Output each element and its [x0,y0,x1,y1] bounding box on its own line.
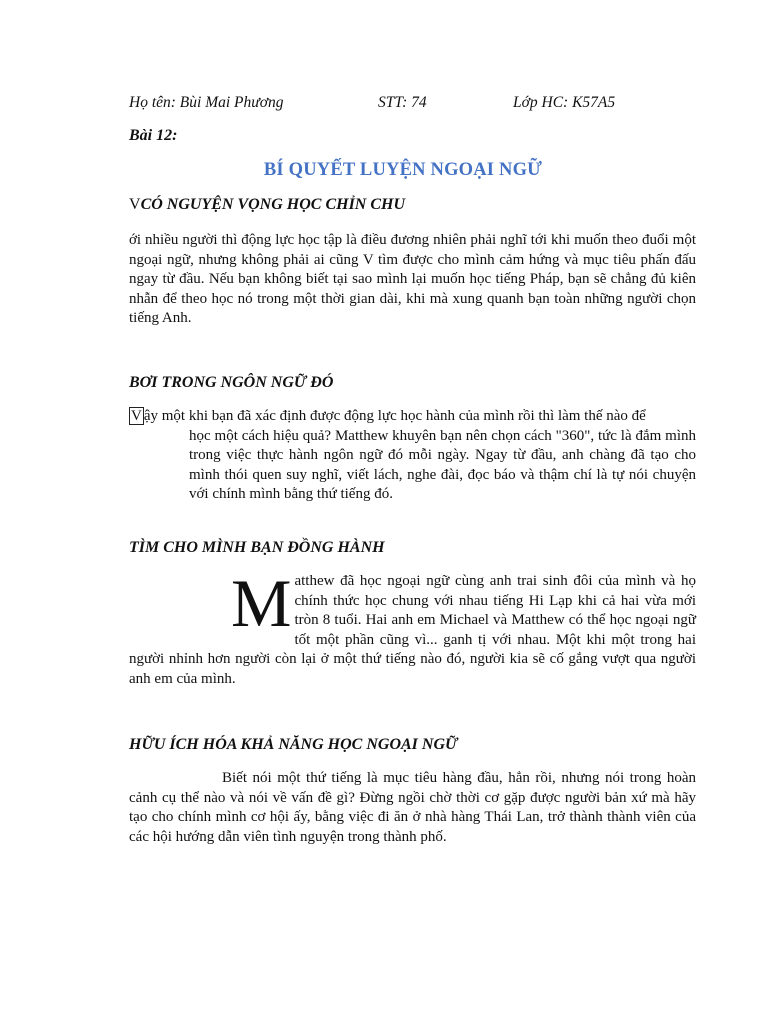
section-heading-3: TÌM CHO MÌNH BẠN ĐỒNG HÀNH [129,539,385,556]
drop-cap-letter: M [231,565,292,641]
section-body-2-text: học một cách hiệu quả? Matthew khuyên bạn nên chọn cách "360", tức là đắm mình trong việc thực hành ngôn ngữ đó mỗi ngày. Ngay từ đầu, anh chàng đã tạo cho mình thói quen suy nghĩ, viết lách, nghe đài, đọc báo và thậm chí là tự nói chuyện với chính mình bằng thứ tiếng đó. [189,427,696,503]
section-body-3 [129,565,696,690]
document-title: BÍ QUYẾT LUYỆN NGOẠI NGỮ [263,160,543,180]
boxed-initial-letter: V [131,408,142,424]
section-heading-4: HỮU ÍCH HÓA KHẢ NĂNG HỌC NGOẠI NGỮ [129,736,458,753]
lesson-number: Bài 12: [129,127,178,144]
section-heading-1 [129,196,405,214]
section-body-4 [129,769,696,847]
section-heading-2: BƠI TRONG NGÔN NGỮ ĐÓ [129,374,334,391]
student-number: STT: 74 [378,94,427,111]
section-body-4-text: Biết nói một thứ tiếng là mục tiêu hàng đầu, hẳn rồi, nhưng nói trong hoàn cảnh cụ thể nào và nói về vấn đề gì? Đừng ngồi chờ thời cơ gặp được người bản xứ mà hãy tạo cho chính mình cơ hội ấy, bằng việc đi ăn ở nhà hàng Thái Lan, trở thành thành viên của các hội hướng dẫn viên tình nguyện trong thành phố. [129,770,696,845]
student-class: Lớp HC: K57A5 [513,94,616,111]
section-body-1-text: ới nhiều người thì động lực học tập là điều đương nhiên phải nghĩ tới khi muốn theo đuổi một ngoại ngữ, nhưng không phải ai cũng V tìm được cho mình cảm hứng và mục tiêu phấn đấu ngay từ đầu. Nếu bạn không biết tại sao mình lại muốn học tiếng Pháp, bạn sẽ chẳng đủ kiên nhẫn để theo học nó trong một thời gian dài, khi mà xung quanh bạn toàn những người chọn tiếng Anh. [129,232,696,327]
section-heading-1-initial: V [129,196,141,213]
student-info [129,94,689,114]
student-name: Họ tên: Bùi Mai Phương [129,94,284,111]
section-heading-1-text: CÓ NGUYỆN VỌNG HỌC CHỈN CHU [140,196,406,213]
section-body-1 [129,231,696,329]
section-body-2-first-line [129,407,696,427]
section-body-3-text: atthew đã học ngoại ngữ cùng anh trai sinh đôi của mình và họ chính thức học chung với nhau tiếng Hi Lạp khi cả hai vừa mới tròn 8 tuổi. Hai anh em Michael và Matthew có thể học ngoại ngữ tốt một phần cũng vì... ganh tị với nhau. Một khi một trong hai người nhỉnh hơn người còn lại ở một thứ tiếng nào đó, người kia sẽ cố gắng vượt qua người anh em của mình. [129,573,696,687]
section-body-2-first-text: ậy một khi bạn đã xác định được động lực học hành của mình rồi thì làm thế nào để [143,408,646,424]
section-body-2 [129,407,696,505]
